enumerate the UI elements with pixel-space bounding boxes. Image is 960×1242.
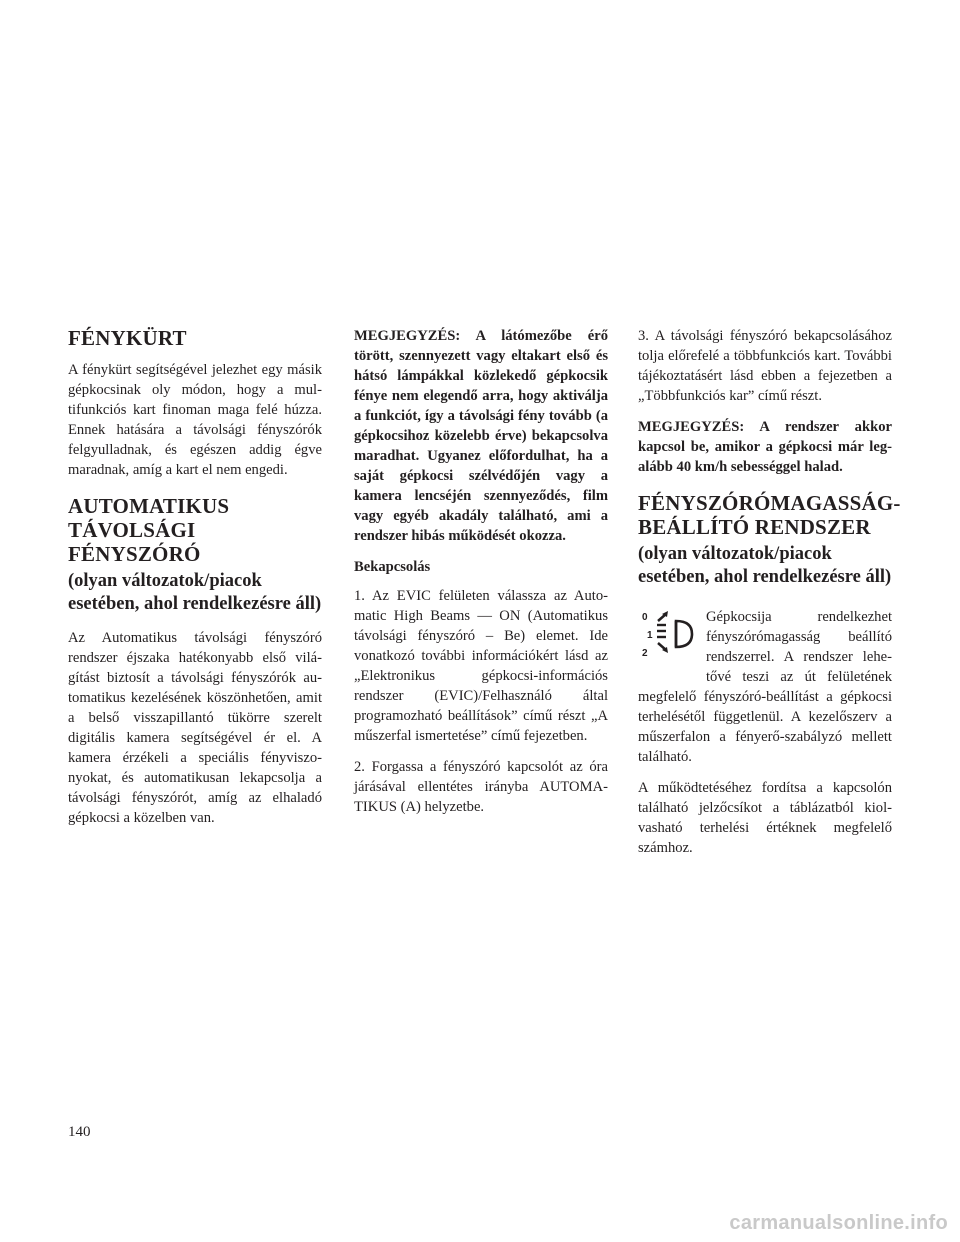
watermark: carmanualsonline.info — [729, 1212, 948, 1234]
paragraph-fenykurt: A fénykürt segítségével jelezhet egy másik gépkocsinak oly módon, hogy a multifunkciós kart finoman maga felé húzza. Ennek hatására a távolsági fényszórók felgyulladnak, és egészen addig égve maradnak, amíg a kart el nem engedi. — [68, 362, 322, 478]
section-title-fenykurt: FÉNYKÜRT — [68, 326, 187, 350]
step-3: 3. A távolsági fényszóró bekapcsolásához tolja előrefelé a többfunkciós kart. További tájékoztatásért lásd ebben a fejezetben a „Többfunkciós kar” című részt. — [638, 328, 892, 404]
step-2: 2. Forgassa a fényszóró kapcsolót az óra járásával ellentétes irányba AUTOMATIKUS (A) helyzetbe. — [354, 759, 608, 815]
paragraph-headlamp-leveling-operation: A működtetéséhez fordítsa a kapcsolón található jelzőcsíkot a táblázatból kiolvasható terhelési értéknek megfelelő számhoz. — [638, 780, 892, 856]
step-1: 1. Az EVIC felületen válassza az Automatic High Beams — ON (Automatikus távolsági fényszóró – Be) elemet. Ide vonatkozó további információkért lásd az „Elektronikus gépkocsi-információs rendszer (EVIC)/Felhasználó által programozható beállítások” című részt „A műszerfal ismertetése” című fejezetben. — [354, 588, 608, 744]
page-number: 140 — [68, 1124, 91, 1140]
column-right — [638, 326, 901, 869]
paragraph-auto-high-beam: Az Automatikus távolsági fényszóró rendszer éjszaka hatékonyabb első világítást biztosít a távolsági fényszórók automatikus kezelésének köszönhetően, amit a belső visszapillantó tükörre szerelt digitális kamera segítségével ér el. A kamera érzékeli a speciális fényviszonyokat, és automatikusan lekapcsolja a távolsági fényszórót, amíg az elhaladó gépkocsi a közelben van. — [68, 630, 322, 826]
headlamp-leveling-block — [638, 607, 892, 767]
note-sensor-limitations: MEGJEGYZÉS: A látómezőbe érő törött, szennyezett vagy eltakart első és hátsó lámpákkal közlekedő gépkocsik fénye nem elegendő arra, hogy aktiválja a funkciót, így a távolsági fény tovább (a gépkocsihoz közelebb érve) bekapcsolva maradhat. Ugyanez előfordulhat, ha a saját gépkocsi szélvédőjén vagy a kamera lencséjén szennyeződés, film vagy egyéb akadály található, ami a rendszer hibás működését okozza. — [354, 328, 608, 544]
section-title-auto-high-beam: AUTOMATIKUS TÁVOLSÁGI FÉNYSZÓRÓ — [68, 494, 230, 566]
section-title-headlamp-leveling: FÉNYSZÓRÓMAGASSÁG-BEÁLLÍTÓ RENDSZER — [638, 491, 901, 539]
level-label-2: 2 — [642, 648, 648, 659]
column-left — [68, 326, 322, 839]
column-middle — [354, 326, 608, 828]
headlamp-leveling-svg — [638, 607, 700, 669]
label-activation: Bekapcsolás — [354, 559, 431, 575]
note-speed-threshold: MEGJEGYZÉS: A rendszer akkor kapcsol be, amikor a gépkocsi már legalább 40 km/h sebességgel halad. — [638, 419, 892, 475]
section-subtitle-availability: (olyan változatok/piacok esetében, ahol rendelkezésre áll) — [68, 571, 322, 614]
section-subtitle-availability-2: (olyan változatok/piacok esetében, ahol rendelkezésre áll) — [638, 544, 892, 587]
level-label-1: 1 — [647, 630, 653, 641]
headlamp-leveling-icon — [638, 607, 700, 669]
level-label-0: 0 — [642, 612, 648, 623]
paragraph-headlamp-leveling-intro: Gépkocsija rendelkezhet fényszórómagasság beállító rendszerrel. A rendszer lehetővé teszi az út felületének megfelelő fényszóró-beállítást a gépkocsi terhelésétől függetlenül. A kezelőszerv a műszerfalon a fényerő-szabályzó mellett található. — [638, 609, 892, 765]
